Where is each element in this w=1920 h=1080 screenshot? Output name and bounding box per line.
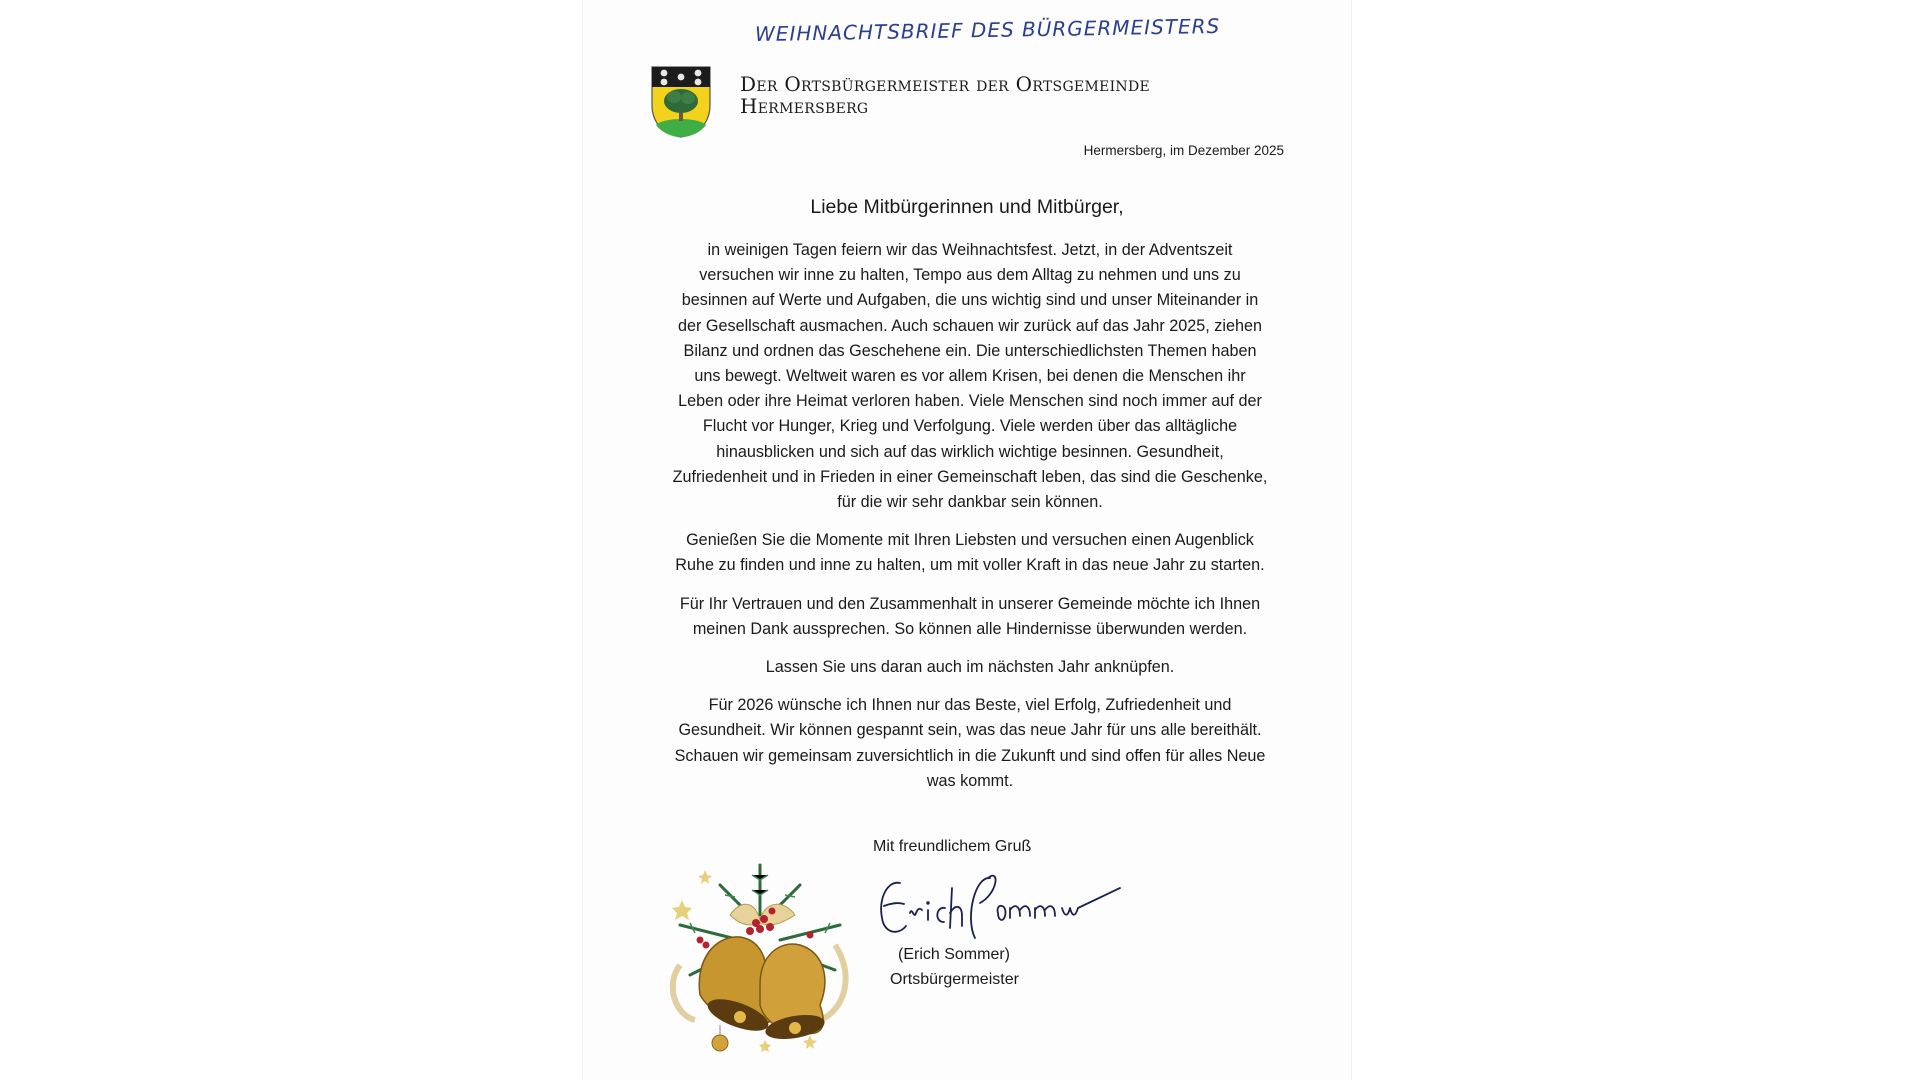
text-line: für die wir sehr dankbar sein können. bbox=[837, 493, 1103, 512]
text-line: Für 2026 wünsche ich Ihnen nur das Beste, viel Erfolg, Zufriedenheit und bbox=[708, 696, 1232, 715]
text-line: uns bewegt. Weltweit waren es vor allem Krisen, bei denen die Menschen ihr bbox=[694, 367, 1246, 386]
text-line: Ruhe zu finden und inne zu halten, um mit voller Kraft in das neue Jahr zu starten. bbox=[675, 556, 1265, 575]
text-line: Schauen wir gemeinsam zuversichtlich in die Zukunft und sind offen für alles Neue bbox=[674, 746, 1266, 765]
text-line: Für Ihr Vertrauen und den Zusammenhalt in unserer Gemeinde möchte ich Ihnen bbox=[679, 594, 1261, 613]
text-line: meinen Dank aussprechen. So können alle Hindernisse überwunden werden. bbox=[692, 619, 1248, 638]
text-line: was kommt. bbox=[926, 771, 1014, 790]
paragraph bbox=[640, 238, 1300, 515]
letter-body bbox=[640, 238, 1300, 807]
signer-title: Ortsbürgermeister bbox=[890, 971, 1019, 988]
text-line: Genießen Sie die Momente mit Ihren Liebsten und versuchen einen Augenblick bbox=[686, 531, 1254, 550]
christmas-bells-icon bbox=[660, 845, 860, 1055]
handwritten-note: WEIHNACHTSBRIEF DES BÜRGERMEISTERS bbox=[754, 13, 1221, 47]
letterhead-line-2: Hermersberg bbox=[740, 94, 869, 118]
text-line: Bilanz und ordnen das Geschehene ein. Die unterschiedlichsten Themen haben bbox=[683, 341, 1257, 360]
coat-of-arms-icon bbox=[650, 65, 712, 139]
text-line: der Gesellschaft ausmachen. Auch schauen wir zurück auf das Jahr 2025, ziehen bbox=[678, 316, 1262, 335]
text-line: Zufriedenheit und in Frieden in einer Gemeinschaft leben, das sind die Geschenke, bbox=[672, 467, 1268, 486]
text-line: Gesundheit. Wir können gespannt sein, was das neue Jahr für uns alle bereithält. bbox=[678, 721, 1262, 740]
handwritten-signature-icon bbox=[870, 858, 1130, 948]
text-line: versuchen wir inne zu halten, Tempo aus dem Alltag zu nehmen und uns zu bbox=[699, 266, 1241, 285]
letterhead-line-1: Der Ortsbürgermeister der Ortsgemeinde bbox=[740, 72, 1151, 96]
text-line: Lassen Sie uns daran auch im nächsten Jahr anknüpfen. bbox=[765, 658, 1175, 677]
text-line: Leben oder ihre Heimat verloren haben. Viele Menschen sind noch immer auf der bbox=[678, 392, 1262, 411]
closing-phrase: Mit freundlichem Gruß bbox=[873, 838, 1032, 855]
letterhead bbox=[740, 73, 1150, 117]
text-line: Flucht vor Hunger, Krieg und Verfolgung. Viele werden über das alltägliche bbox=[702, 417, 1238, 436]
signer-name: (Erich Sommer) bbox=[898, 946, 1011, 963]
text-line: in weinigen Tagen feiern wir das Weihnachtsfest. Jetzt, in der Adventszeit bbox=[707, 241, 1233, 259]
paragraph bbox=[640, 592, 1300, 642]
salutation: Liebe Mitbürgerinnen und Mitbürger, bbox=[810, 196, 1124, 218]
text-line: besinnen auf Werte und Aufgaben, die uns wichtig sind und unser Miteinander in bbox=[681, 291, 1259, 310]
paragraph bbox=[640, 528, 1300, 578]
text-line: hinausblicken und sich auf das wirklich wichtige besinnen. Gesundheit, bbox=[716, 442, 1224, 461]
paragraph bbox=[640, 655, 1300, 680]
paragraph bbox=[640, 693, 1300, 794]
date-line: Hermersberg, im Dezember 2025 bbox=[1083, 143, 1284, 158]
